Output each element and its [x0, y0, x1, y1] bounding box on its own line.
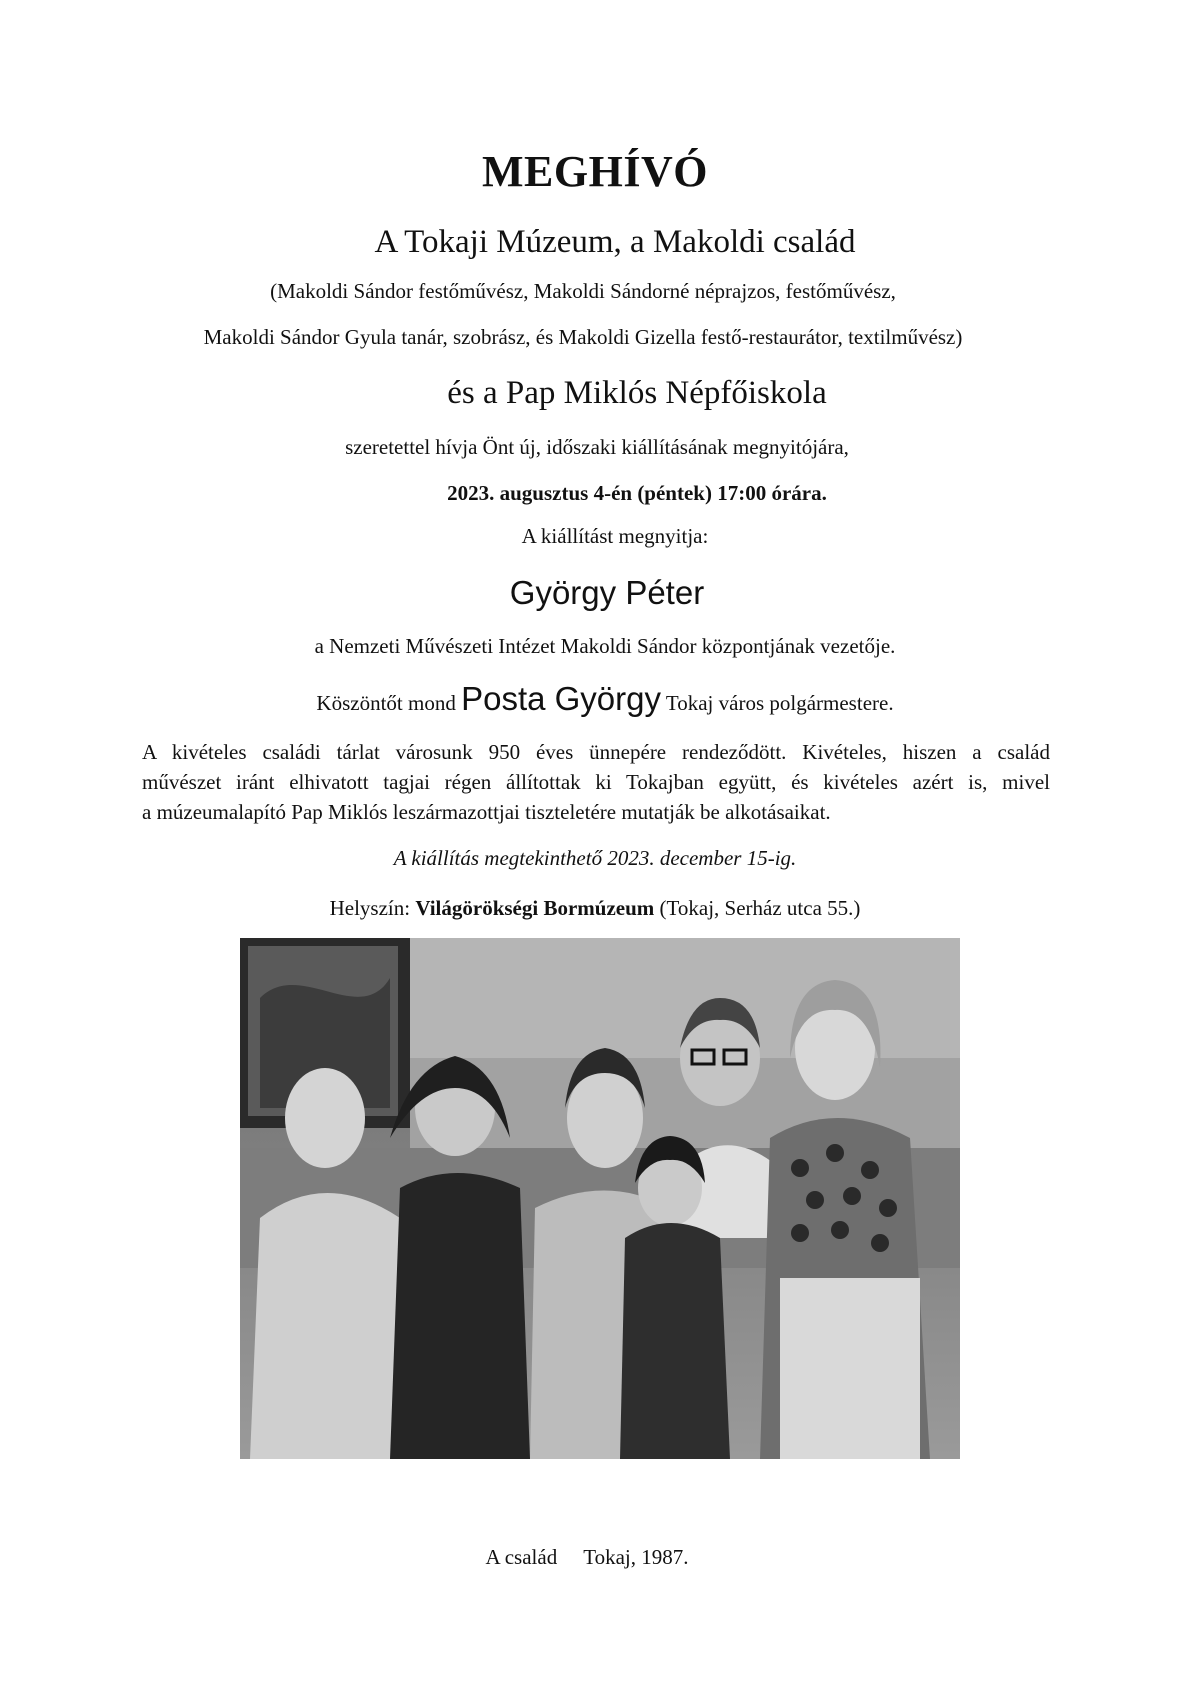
family-photo [240, 938, 960, 1459]
greeting-prefix: Köszöntőt mond [316, 691, 456, 715]
organizers-line-1: A Tokaji Múzeum, a Makoldi család [374, 224, 856, 260]
family-note-line-1: (Makoldi Sándor festőművész, Makoldi Sándorné néprajzos, festőművész, [270, 279, 896, 303]
venue-name: Világörökségi Bormúzeum [415, 896, 655, 920]
family-photo-illustration [240, 938, 960, 1459]
description-paragraph [142, 737, 1050, 827]
greeting-suffix: Tokaj város polgármestere. [665, 691, 894, 715]
family-note-line-2: Makoldi Sándor Gyula tanár, szobrász, és Makoldi Gizella festő-restaurátor, textilművész) [203, 325, 963, 349]
description-line: a múzeumalapító Pap Miklós leszármazottjai tiszteletére mutatják be alkotásaikat. [142, 800, 831, 824]
opener-role: a Nemzeti Művészeti Intézet Makoldi Sándor központjának vezetője. [314, 634, 896, 658]
venue-line [0, 896, 1190, 921]
description-line: A kivételes családi tárlat városunk 950 éves ünnepére rendeződött. Kivételes, hiszen a család [142, 740, 1050, 764]
photo-caption-subject: A család [485, 1545, 558, 1569]
venue-label: Helyszín: [329, 896, 411, 920]
greeting-name: Posta György [461, 680, 661, 717]
event-date: 2023. augusztus 4-én (péntek) 17:00 órára. [447, 481, 827, 505]
venue-address: (Tokaj, Serház utca 55.) [659, 896, 861, 920]
invitation-title: MEGHÍVÓ [482, 147, 708, 196]
invite-text: szeretettel hívja Önt új, időszaki kiállításának megnyitójára, [345, 435, 849, 459]
viewing-until: A kiállítás megtekinthető 2023. december 15-ig. [393, 846, 797, 870]
description-line: művészet iránt elhivatott tagjai régen állítottak ki Tokajban együtt, és kivételes azért is, mivel [142, 770, 1050, 794]
organizers-line-2: és a Pap Miklós Népfőiskola [447, 375, 827, 411]
greeting-line [10, 680, 1190, 718]
photo-caption-place-date: Tokaj, 1987. [583, 1545, 689, 1569]
photo-caption [0, 1545, 1182, 1570]
opener-name: György Péter [509, 574, 705, 611]
opener-label: A kiállítást megnyitja: [521, 524, 709, 548]
